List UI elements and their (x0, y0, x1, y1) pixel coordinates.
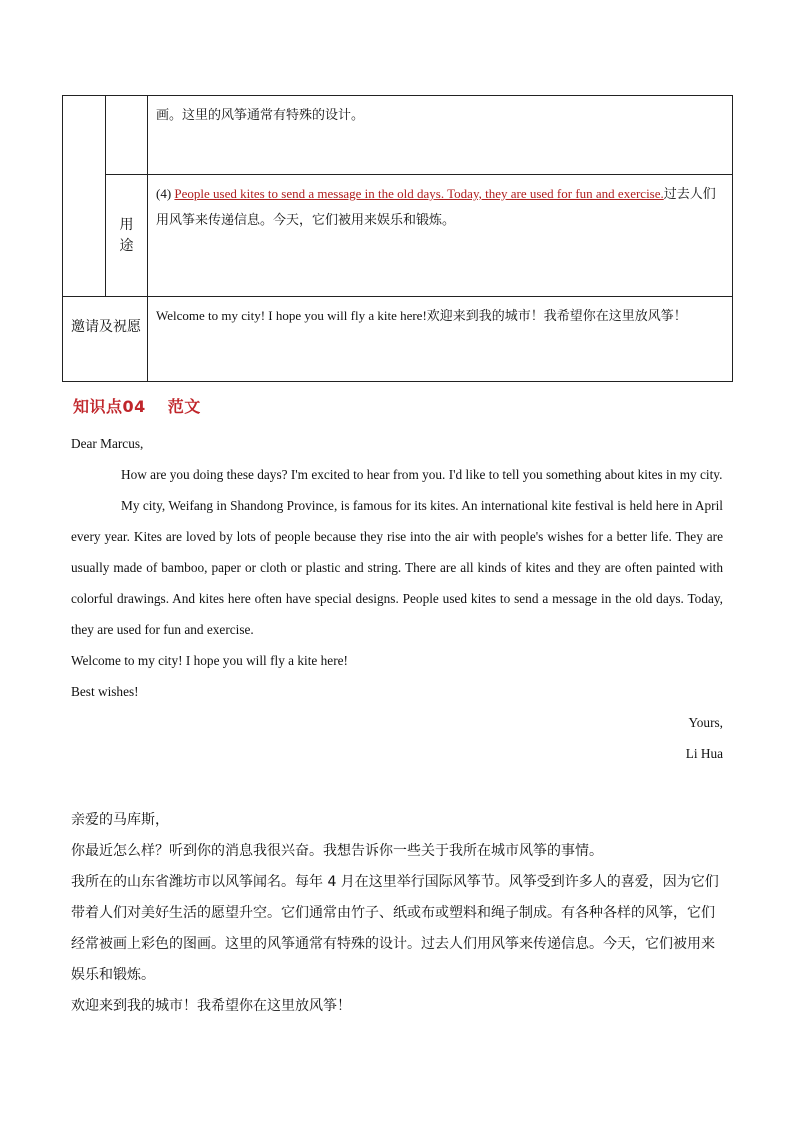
usage-label: 用途 (119, 217, 134, 254)
letter-paragraph: My city, Weifang in Shandong Province, is famous for its kites. An international kite festival is held here in April every year. Kites are loved by lots of people because they rise into the air with people's wishes for a better life. They are usually made of bamboo, paper or cloth or plastic and string. There are all kinds of kites and they are often painted with colorful drawings. And kites here often have special designs. People used kites to send a message in the old days. Today, they are used for fun and exercise. (71, 498, 723, 637)
translation-paragraph: 我所在的山东省潍坊市以风筝闻名。每年 4 月在这里举行国际风筝节。风筝受到许多人的喜爱，因为它们带着人们对美好生活的愿望升空。它们通常由竹子、纸或布或塑料和绳子制成。有各种各样的风筝，它们经常被画上彩色的图画。这里的风筝通常有特殊的设计。过去人们用风筝来传递信息。今天，它们被用来娱乐和锻炼。 (71, 874, 719, 983)
usage-text-cell (148, 175, 733, 297)
empty-cell (106, 96, 148, 175)
letter-greeting: Dear Marcus, (71, 436, 144, 451)
section-title: 范文 (167, 397, 201, 416)
design-text-cell (148, 96, 733, 175)
letter-signoff: Yours, (688, 715, 723, 730)
design-text: 画。这里的风筝通常有特殊的设计。 (156, 107, 365, 122)
usage-prefix: (4) (156, 186, 175, 201)
table-row (63, 96, 733, 175)
invite-text: Welcome to my city! I hope you will fly a kite here!欢迎来到我的城市！我希望你在这里放风筝！ (156, 308, 687, 323)
invite-text-cell (148, 297, 733, 382)
english-letter (71, 428, 723, 769)
usage-chinese: 过去人们用风筝来传递信息。今天，它们被用来娱乐和锻炼。 (156, 186, 716, 227)
chinese-translation (71, 805, 723, 1022)
translation-paragraph: 欢迎来到我的城市！我希望你在这里放风筝！ (71, 998, 351, 1014)
usage-english: People used kites to send a message in the old days. Today, they are used for fun and exercise. (174, 186, 664, 201)
outline-table (62, 95, 733, 382)
usage-label-cell (106, 175, 148, 297)
table-row (63, 297, 733, 382)
section-heading (73, 394, 201, 417)
invite-label-cell (63, 297, 148, 382)
section-number: 知识点04 (73, 397, 146, 416)
letter-paragraph: How are you doing these days? I'm excited to hear from you. I'd like to tell you something about kites in my city. (121, 467, 723, 482)
letter-paragraph: Welcome to my city! I hope you will fly a kite here! (71, 653, 348, 668)
letter-closing: Best wishes! (71, 684, 139, 699)
translation-greeting: 亲爱的马库斯， (71, 812, 169, 828)
empty-cell (63, 96, 106, 297)
letter-signature: Li Hua (685, 746, 723, 761)
invite-label: 邀请及祝愿 (71, 320, 141, 335)
translation-paragraph: 你最近怎么样？听到你的消息我很兴奋。我想告诉你一些关于我所在城市风筝的事情。 (71, 843, 603, 859)
table-row (63, 175, 733, 297)
